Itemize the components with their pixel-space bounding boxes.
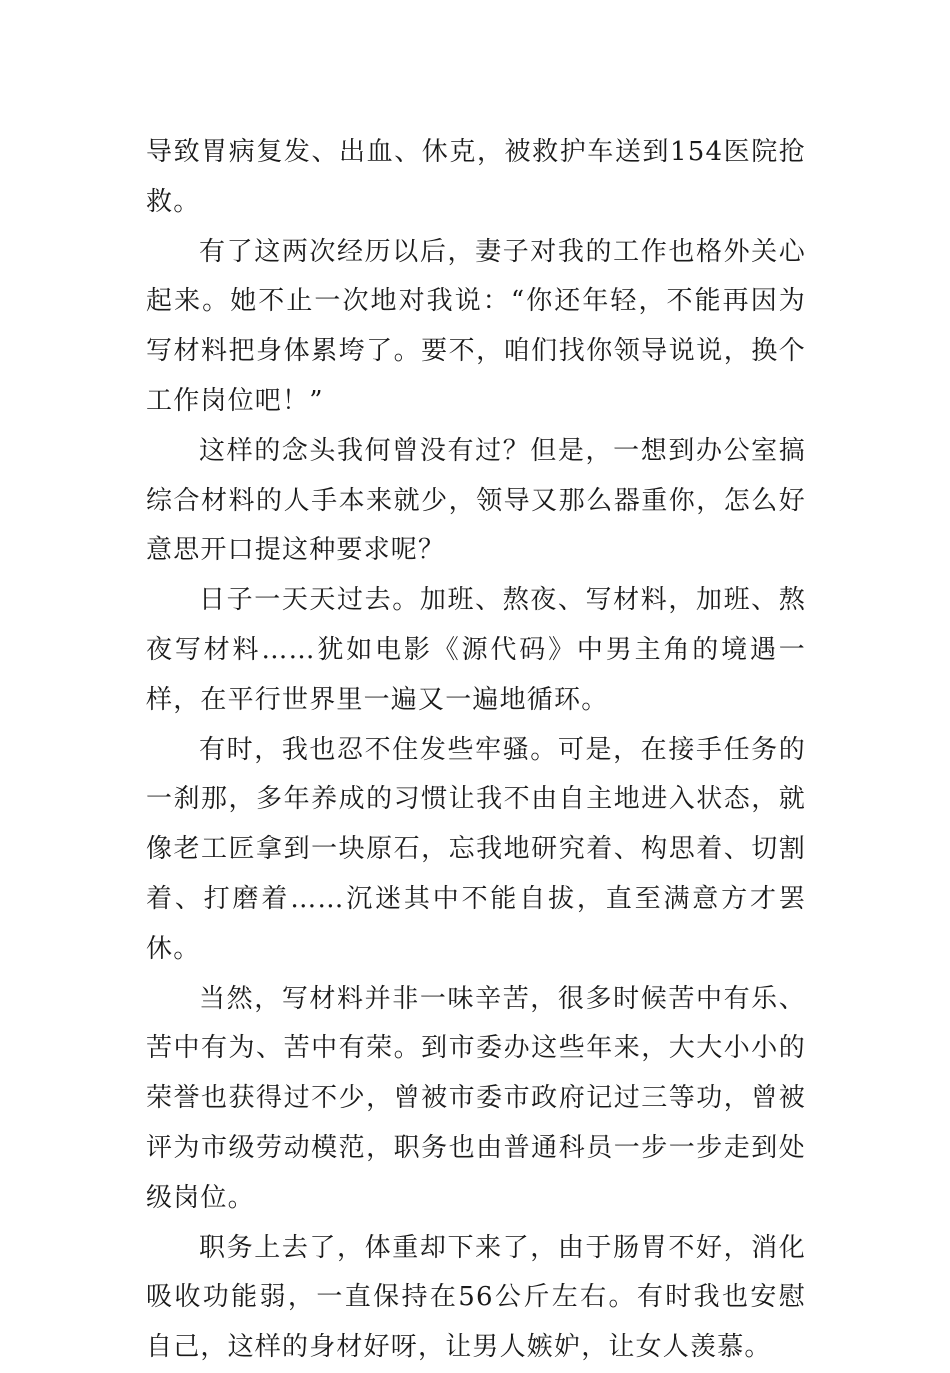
paragraph-2: 有了这两次经历以后，妻子对我的工作也格外关心起来。她不止一次地对我说：“你还年轻，不能再因为写材料把身体累垮了。要不，咱们找你领导说说，换个工作岗位吧！”	[146, 236, 806, 416]
paragraph-5: 有时，我也忍不住发些牢骚。可是，在接手任务的一刹那，多年养成的习惯让我不由自主地进入状态，就像老工匠拿到一块原石，忘我地研究着、构思着、切割着、打磨着……沉迷其中不能自拔，直至满意方才罢休。	[146, 734, 806, 964]
document-body	[146, 128, 806, 1373]
paragraph-4: 日子一天天过去。加班、熬夜、写材料，加班、熬夜写材料……犹如电影《源代码》中男主角的境遇一样，在平行世界里一遍又一遍地循环。	[146, 585, 806, 715]
paragraph-7: 职务上去了，体重却下来了，由于肠胃不好，消化吸收功能弱，一直保持在56公斤左右。有时我也安慰自己，这样的身材好呀，让男人嫉妒，让女人羡慕。	[146, 1232, 806, 1363]
paragraph-3: 这样的念头我何曾没有过？但是，一想到办公室搞综合材料的人手本来就少，领导又那么器重你，怎么好意思开口提这种要求呢？	[146, 435, 806, 566]
paragraph-6: 当然，写材料并非一味辛苦，很多时候苦中有乐、苦中有为、苦中有荣。到市委办这些年来，大大小小的荣誉也获得过不少，曾被市委市政府记过三等功，曾被评为市级劳动模范，职务也由普通科员一步一步走到处级岗位。	[146, 983, 806, 1213]
paragraph-1: 导致胃病复发、出血、休克，被救护车送到154医院抢救。	[146, 137, 806, 217]
